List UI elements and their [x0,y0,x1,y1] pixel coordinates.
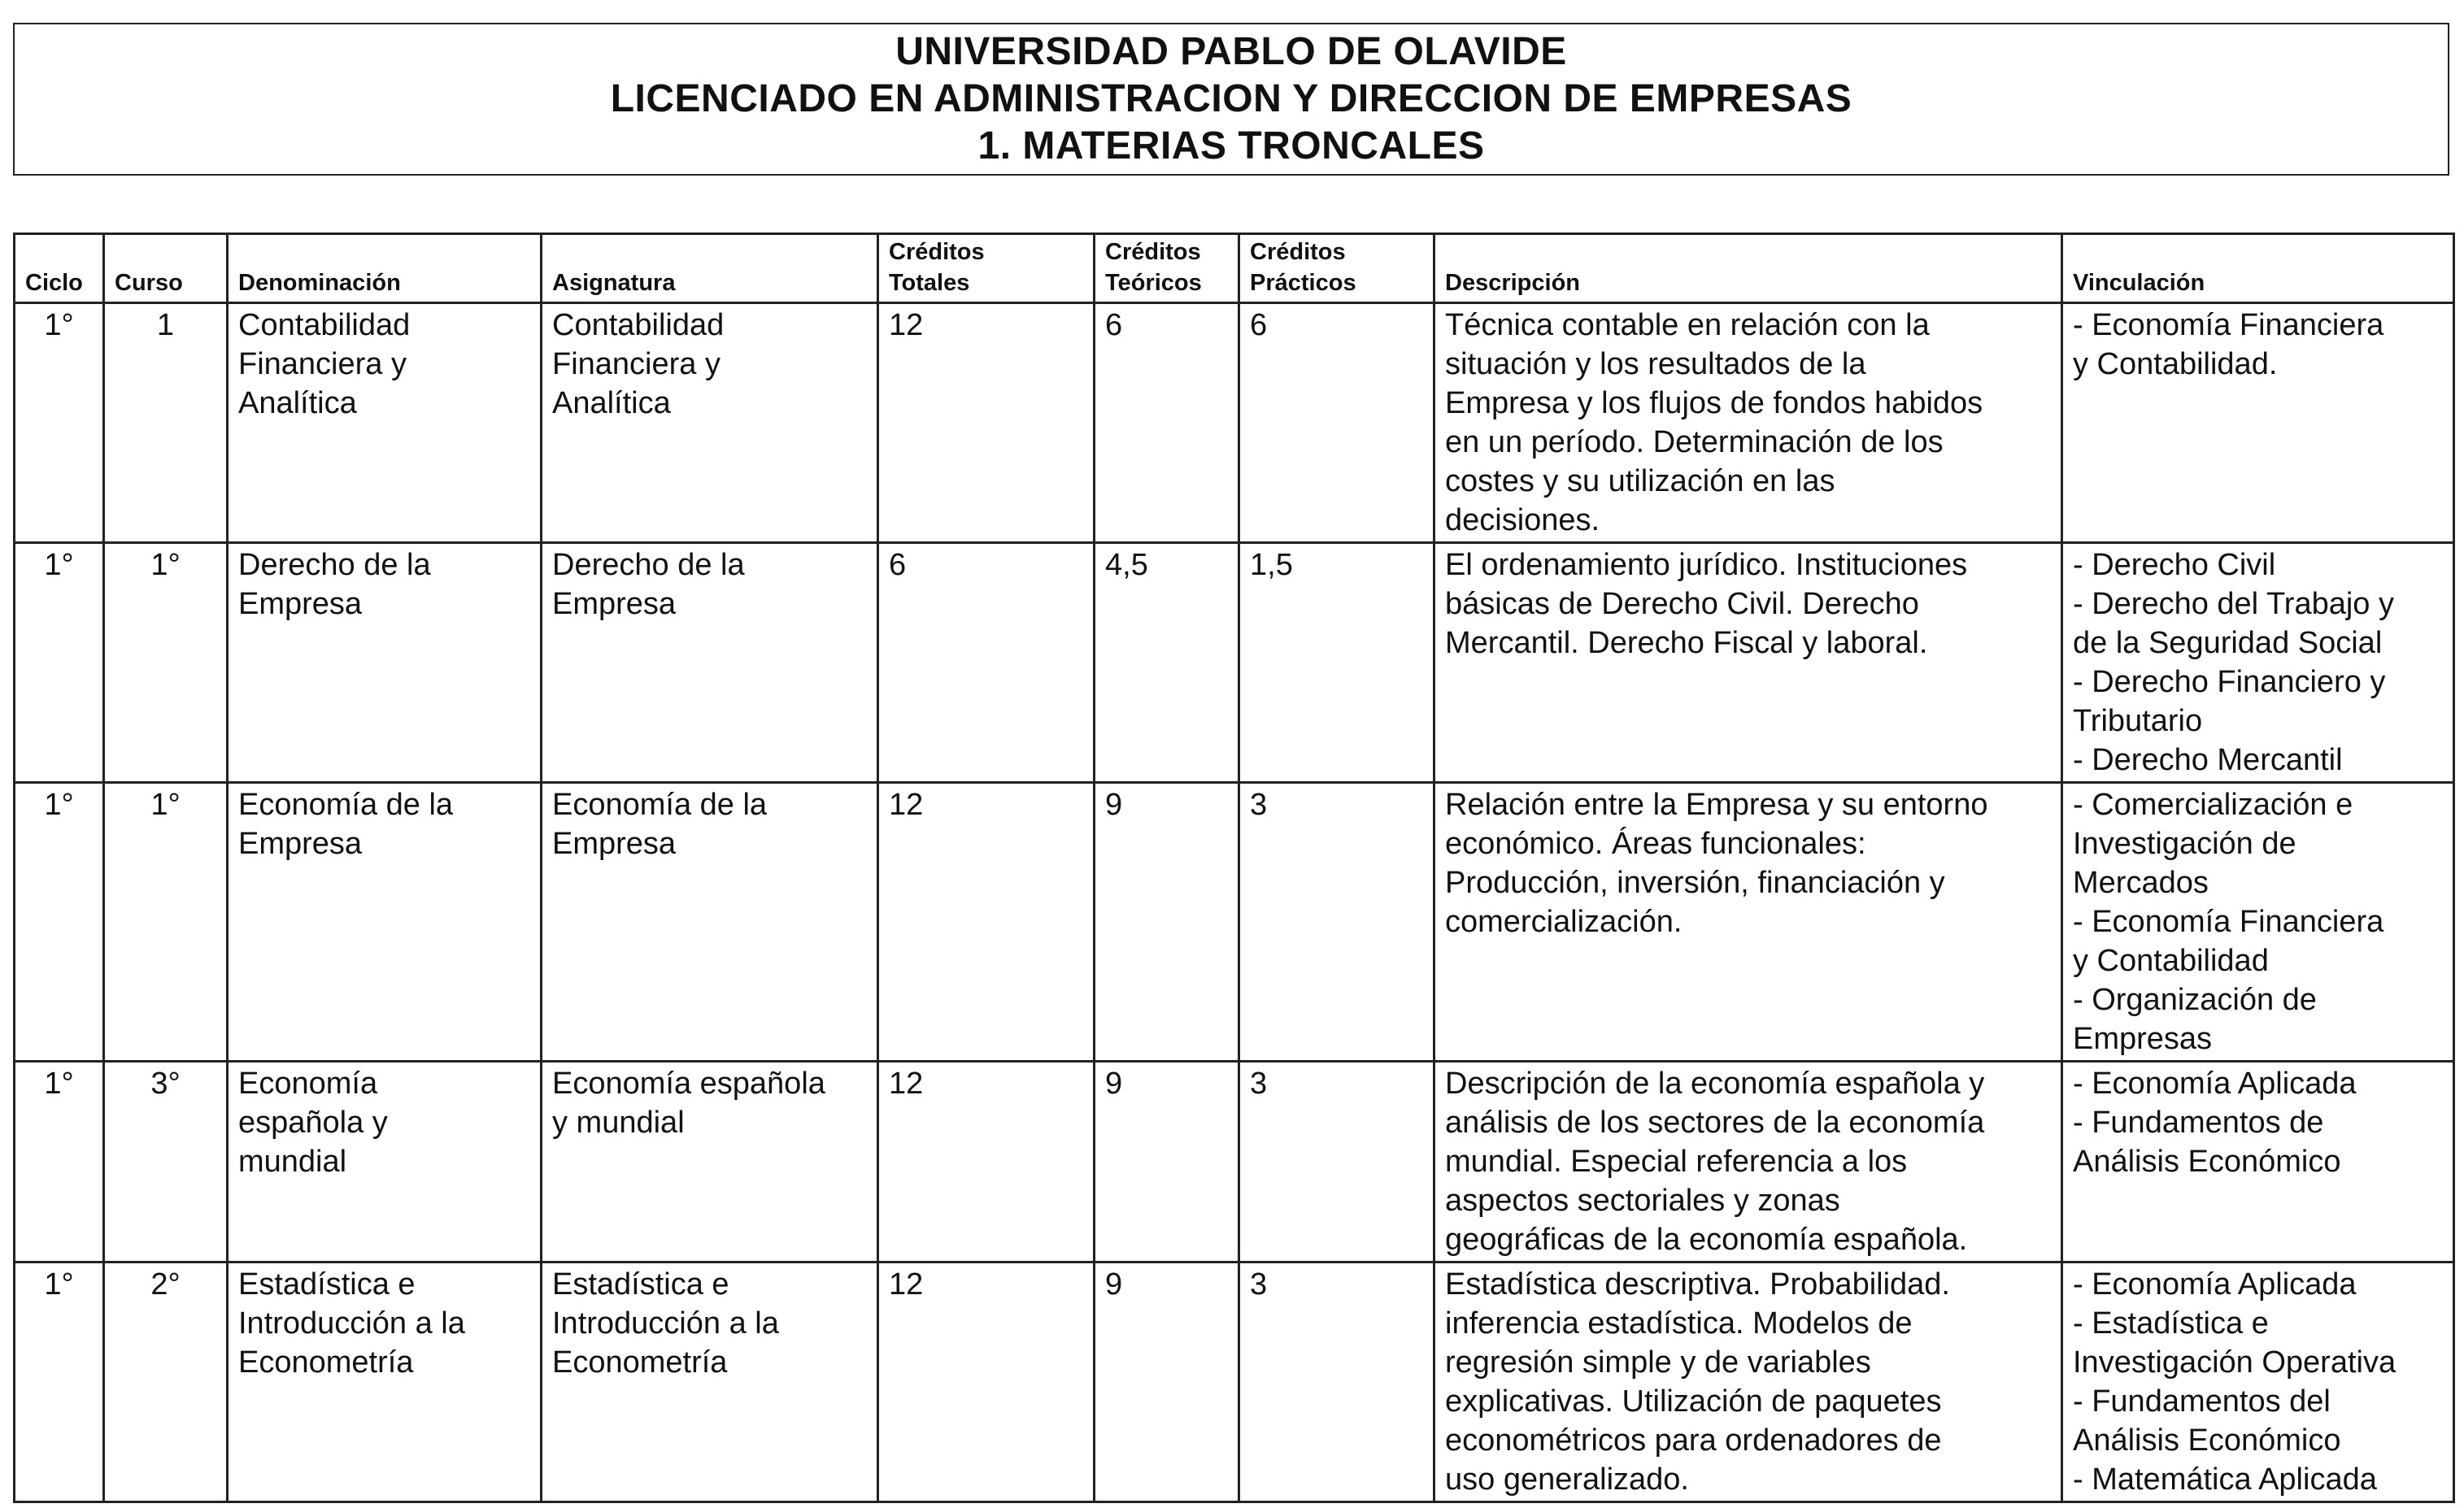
col-header-asignatura: Asignatura [542,234,878,303]
cell-creditos-totales: 12 [878,303,1095,543]
cell-ciclo: 1° [15,1262,104,1502]
col-header-creditos-totales: Créditos Totales [878,234,1095,303]
cell-ciclo: 1° [15,1062,104,1262]
cell-vinculacion: - Derecho Civil - Derecho del Trabajo y de la Seguridad Social - Derecho Financiero y Tributario - Derecho Mercantil [2062,543,2454,783]
cell-asignatura: Contabilidad Financiera y Analítica [542,303,878,543]
cell-curso: 1 [104,303,228,543]
cell-asignatura: Derecho de la Empresa [542,543,878,783]
subjects-table [13,233,2455,1503]
cell-creditos-totales: 6 [878,543,1095,783]
col-header-ciclo: Ciclo [15,234,104,303]
col-header-descripcion: Descripción [1434,234,2062,303]
col-header-creditos-practicos: Créditos Prácticos [1239,234,1434,303]
cell-creditos-totales: 12 [878,783,1095,1062]
cell-creditos-practicos: 3 [1239,1262,1434,1502]
cell-creditos-teoricos: 9 [1095,783,1239,1062]
cell-asignatura: Economía de la Empresa [542,783,878,1062]
degree-title: LICENCIADO EN ADMINISTRACION Y DIRECCION DE EMPRESAS [610,77,1852,120]
table-row [15,1062,2454,1262]
cell-vinculacion: - Economía Aplicada - Fundamentos de Análisis Económico [2062,1062,2454,1262]
cell-vinculacion: - Comercialización e Investigación de Mercados - Economía Financiera y Contabilidad - Organización de Empresas [2062,783,2454,1062]
university-title: UNIVERSIDAD PABLO DE OLAVIDE [895,30,1567,73]
col-header-vinculacion: Vinculación [2062,234,2454,303]
col-header-denominacion: Denominación [228,234,542,303]
cell-denominacion: Estadística e Introducción a la Econometría [228,1262,542,1502]
cell-descripcion: El ordenamiento jurídico. Instituciones básicas de Derecho Civil. Derecho Mercantil. Derecho Fiscal y laboral. [1434,543,2062,783]
cell-creditos-practicos: 3 [1239,1062,1434,1262]
cell-creditos-practicos: 3 [1239,783,1434,1062]
table-row [15,303,2454,543]
table-header-row [15,234,2454,303]
cell-curso: 3° [104,1062,228,1262]
cell-curso: 1° [104,543,228,783]
table-row [15,543,2454,783]
cell-descripcion: Descripción de la economía española y análisis de los sectores de la economía mundial. Especial referencia a los aspectos sectoriales y zonas geográficas de la economía española. [1434,1062,2062,1262]
cell-creditos-teoricos: 9 [1095,1062,1239,1262]
cell-asignatura: Economía española y mundial [542,1062,878,1262]
cell-creditos-totales: 12 [878,1262,1095,1502]
cell-asignatura: Estadística e Introducción a la Econometría [542,1262,878,1502]
cell-denominacion: Contabilidad Financiera y Analítica [228,303,542,543]
cell-creditos-teoricos: 4,5 [1095,543,1239,783]
cell-vinculacion: - Economía Financiera y Contabilidad. [2062,303,2454,543]
section-title: 1. MATERIAS TRONCALES [977,124,1485,167]
cell-denominacion: Derecho de la Empresa [228,543,542,783]
cell-creditos-teoricos: 9 [1095,1262,1239,1502]
cell-denominacion: Economía de la Empresa [228,783,542,1062]
cell-ciclo: 1° [15,783,104,1062]
cell-creditos-practicos: 1,5 [1239,543,1434,783]
col-header-creditos-teoricos: Créditos Teóricos [1095,234,1239,303]
cell-curso: 2° [104,1262,228,1502]
cell-vinculacion: - Economía Aplicada - Estadística e Investigación Operativa - Fundamentos del Análisis Económico - Matemática Aplicada [2062,1262,2454,1502]
table-row [15,1262,2454,1502]
cell-creditos-practicos: 6 [1239,303,1434,543]
cell-creditos-totales: 12 [878,1062,1095,1262]
cell-descripcion: Estadística descriptiva. Probabilidad. inferencia estadística. Modelos de regresión simple y de variables explicativas. Utilización de paquetes econométricos para ordenadores de uso generalizado. [1434,1262,2062,1502]
document-header [13,23,2449,176]
cell-descripcion: Relación entre la Empresa y su entorno económico. Áreas funcionales: Producción, inversión, financiación y comercialización. [1434,783,2062,1062]
cell-creditos-teoricos: 6 [1095,303,1239,543]
cell-ciclo: 1° [15,543,104,783]
cell-denominacion: Economía española y mundial [228,1062,542,1262]
col-header-curso: Curso [104,234,228,303]
cell-ciclo: 1° [15,303,104,543]
cell-descripcion: Técnica contable en relación con la situación y los resultados de la Empresa y los flujos de fondos habidos en un período. Determinación de los costes y su utilización en las decisiones. [1434,303,2062,543]
table-row [15,783,2454,1062]
cell-curso: 1° [104,783,228,1062]
